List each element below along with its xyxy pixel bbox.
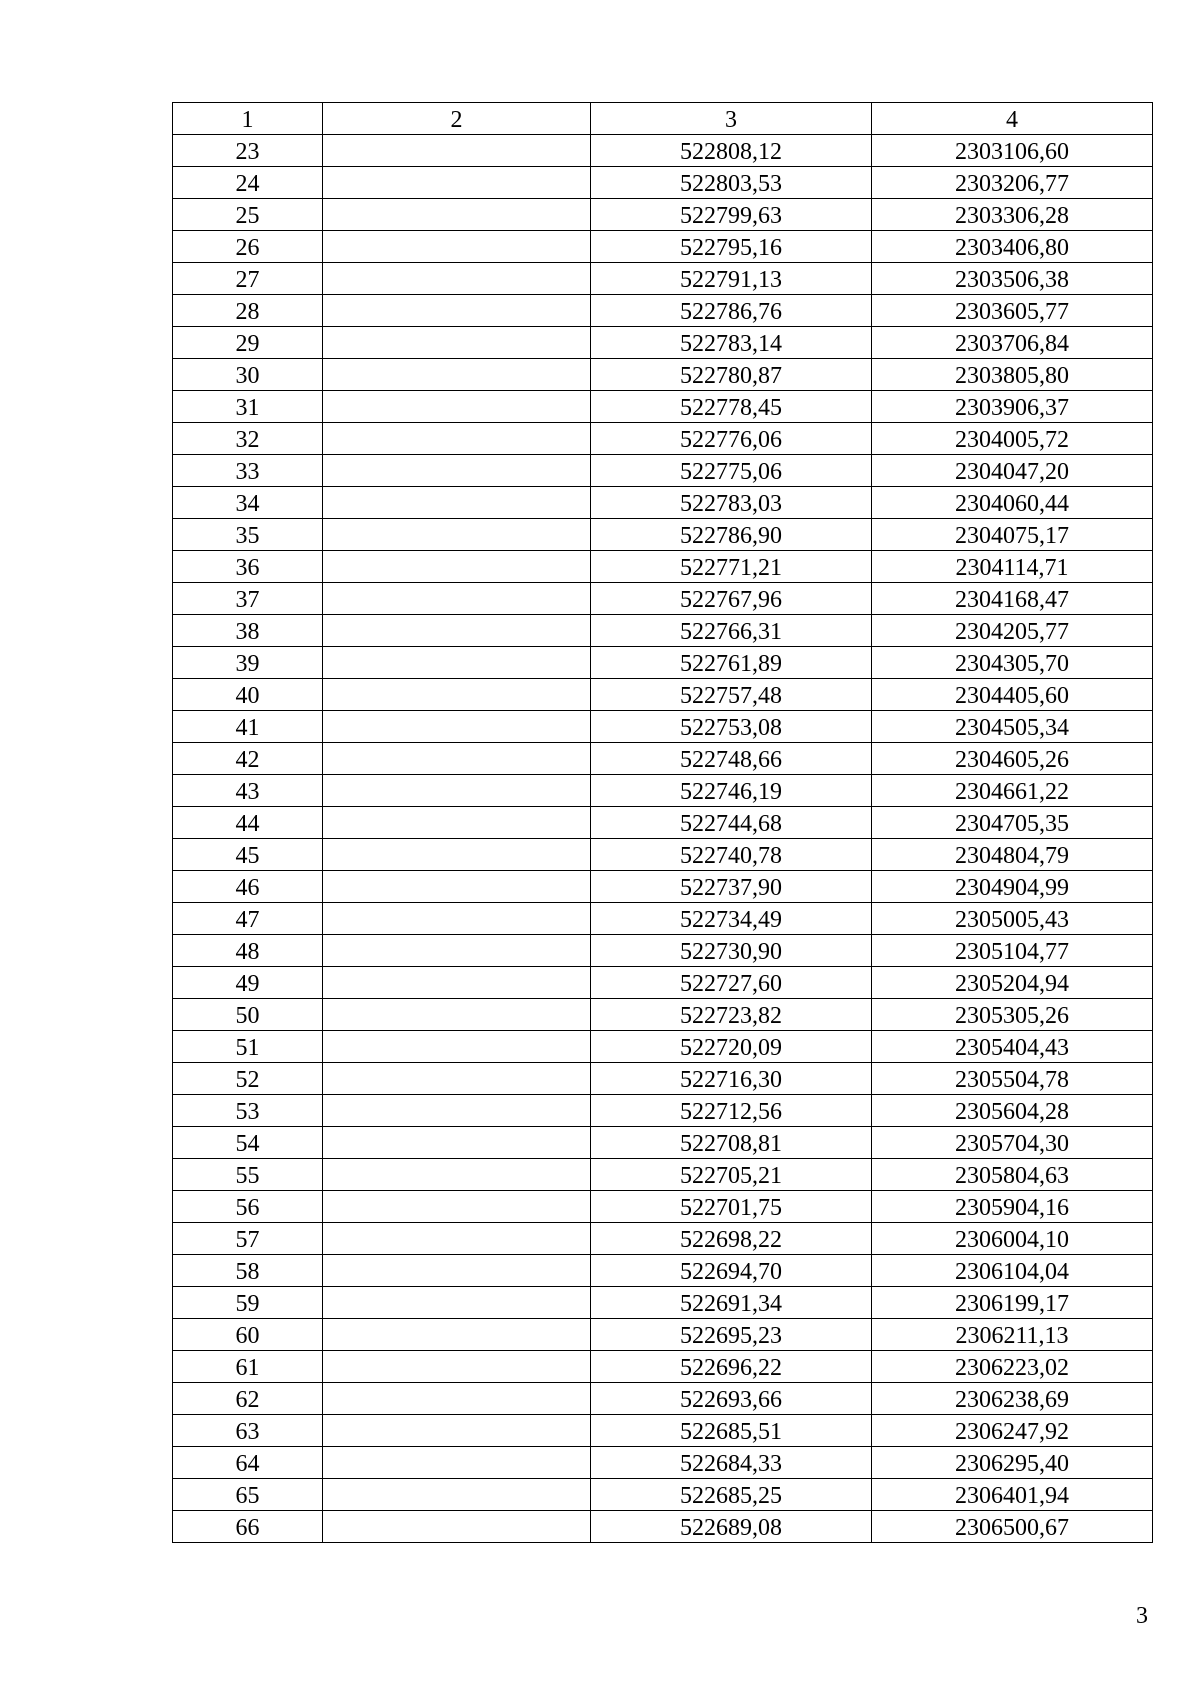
x-coordinate-cell: 522757,48 xyxy=(591,679,872,711)
y-coordinate-cell: 2306104,04 xyxy=(872,1255,1153,1287)
y-coordinate-cell: 2304205,77 xyxy=(872,615,1153,647)
y-coordinate-cell: 2305804,63 xyxy=(872,1159,1153,1191)
y-coordinate-cell: 2304305,70 xyxy=(872,647,1153,679)
table-row xyxy=(173,359,1153,391)
y-coordinate-cell: 2305904,16 xyxy=(872,1191,1153,1223)
x-coordinate-cell: 522723,82 xyxy=(591,999,872,1031)
table-row xyxy=(173,1095,1153,1127)
point-number-cell: 59 xyxy=(173,1287,323,1319)
x-coordinate-cell: 522740,78 xyxy=(591,839,872,871)
table-row xyxy=(173,1031,1153,1063)
point-number-cell: 43 xyxy=(173,775,323,807)
x-coordinate-cell: 522771,21 xyxy=(591,551,872,583)
x-coordinate-cell: 522783,03 xyxy=(591,487,872,519)
table-row xyxy=(173,647,1153,679)
point-number-cell: 34 xyxy=(173,487,323,519)
description-cell xyxy=(323,935,591,967)
point-number-cell: 28 xyxy=(173,295,323,327)
point-number-cell: 44 xyxy=(173,807,323,839)
point-number-cell: 66 xyxy=(173,1511,323,1543)
point-number-cell: 32 xyxy=(173,423,323,455)
table-row xyxy=(173,1063,1153,1095)
description-cell xyxy=(323,871,591,903)
description-cell xyxy=(323,1255,591,1287)
x-coordinate-cell: 522776,06 xyxy=(591,423,872,455)
description-cell xyxy=(323,583,591,615)
y-coordinate-cell: 2303906,37 xyxy=(872,391,1153,423)
point-number-cell: 55 xyxy=(173,1159,323,1191)
x-coordinate-cell: 522685,51 xyxy=(591,1415,872,1447)
table-row xyxy=(173,1319,1153,1351)
x-coordinate-cell: 522698,22 xyxy=(591,1223,872,1255)
table-row xyxy=(173,679,1153,711)
table-row xyxy=(173,519,1153,551)
y-coordinate-cell: 2305104,77 xyxy=(872,935,1153,967)
x-coordinate-cell: 522783,14 xyxy=(591,327,872,359)
description-cell xyxy=(323,487,591,519)
x-coordinate-cell: 522795,16 xyxy=(591,231,872,263)
point-number-cell: 25 xyxy=(173,199,323,231)
point-number-cell: 26 xyxy=(173,231,323,263)
y-coordinate-cell: 2303506,38 xyxy=(872,263,1153,295)
description-cell xyxy=(323,967,591,999)
table-row xyxy=(173,135,1153,167)
point-number-cell: 61 xyxy=(173,1351,323,1383)
y-coordinate-cell: 2306401,94 xyxy=(872,1479,1153,1511)
point-number-cell: 39 xyxy=(173,647,323,679)
y-coordinate-cell: 2303406,80 xyxy=(872,231,1153,263)
x-coordinate-cell: 522753,08 xyxy=(591,711,872,743)
point-number-cell: 38 xyxy=(173,615,323,647)
y-coordinate-cell: 2306238,69 xyxy=(872,1383,1153,1415)
y-coordinate-cell: 2305504,78 xyxy=(872,1063,1153,1095)
description-cell xyxy=(323,295,591,327)
description-cell xyxy=(323,679,591,711)
table-row xyxy=(173,1191,1153,1223)
table-body xyxy=(173,135,1153,1543)
column-header-4: 4 xyxy=(872,103,1153,135)
description-cell xyxy=(323,711,591,743)
x-coordinate-cell: 522734,49 xyxy=(591,903,872,935)
x-coordinate-cell: 522689,08 xyxy=(591,1511,872,1543)
y-coordinate-cell: 2303106,60 xyxy=(872,135,1153,167)
description-cell xyxy=(323,1351,591,1383)
x-coordinate-cell: 522695,23 xyxy=(591,1319,872,1351)
table-row xyxy=(173,583,1153,615)
description-cell xyxy=(323,1223,591,1255)
description-cell xyxy=(323,1479,591,1511)
table-row xyxy=(173,1287,1153,1319)
y-coordinate-cell: 2304005,72 xyxy=(872,423,1153,455)
x-coordinate-cell: 522766,31 xyxy=(591,615,872,647)
point-number-cell: 53 xyxy=(173,1095,323,1127)
description-cell xyxy=(323,551,591,583)
description-cell xyxy=(323,359,591,391)
table-row xyxy=(173,391,1153,423)
y-coordinate-cell: 2304047,20 xyxy=(872,455,1153,487)
table-row xyxy=(173,263,1153,295)
table-row xyxy=(173,775,1153,807)
description-cell xyxy=(323,1415,591,1447)
x-coordinate-cell: 522767,96 xyxy=(591,583,872,615)
x-coordinate-cell: 522685,25 xyxy=(591,1479,872,1511)
table-row xyxy=(173,743,1153,775)
point-number-cell: 45 xyxy=(173,839,323,871)
table-row xyxy=(173,1447,1153,1479)
y-coordinate-cell: 2304114,71 xyxy=(872,551,1153,583)
description-cell xyxy=(323,1063,591,1095)
point-number-cell: 27 xyxy=(173,263,323,295)
point-number-cell: 37 xyxy=(173,583,323,615)
y-coordinate-cell: 2304168,47 xyxy=(872,583,1153,615)
table-row xyxy=(173,423,1153,455)
point-number-cell: 51 xyxy=(173,1031,323,1063)
x-coordinate-cell: 522744,68 xyxy=(591,807,872,839)
point-number-cell: 58 xyxy=(173,1255,323,1287)
table-row xyxy=(173,903,1153,935)
y-coordinate-cell: 2306247,92 xyxy=(872,1415,1153,1447)
point-number-cell: 60 xyxy=(173,1319,323,1351)
description-cell xyxy=(323,647,591,679)
point-number-cell: 65 xyxy=(173,1479,323,1511)
point-number-cell: 62 xyxy=(173,1383,323,1415)
y-coordinate-cell: 2305404,43 xyxy=(872,1031,1153,1063)
table-row xyxy=(173,1159,1153,1191)
x-coordinate-cell: 522786,90 xyxy=(591,519,872,551)
y-coordinate-cell: 2303605,77 xyxy=(872,295,1153,327)
description-cell xyxy=(323,615,591,647)
y-coordinate-cell: 2304661,22 xyxy=(872,775,1153,807)
point-number-cell: 31 xyxy=(173,391,323,423)
description-cell xyxy=(323,167,591,199)
description-cell xyxy=(323,327,591,359)
y-coordinate-cell: 2306223,02 xyxy=(872,1351,1153,1383)
table-row xyxy=(173,487,1153,519)
y-coordinate-cell: 2304605,26 xyxy=(872,743,1153,775)
y-coordinate-cell: 2305604,28 xyxy=(872,1095,1153,1127)
y-coordinate-cell: 2304060,44 xyxy=(872,487,1153,519)
description-cell xyxy=(323,1383,591,1415)
description-cell xyxy=(323,1031,591,1063)
table-row xyxy=(173,807,1153,839)
column-header-3: 3 xyxy=(591,103,872,135)
table-row xyxy=(173,967,1153,999)
table-row xyxy=(173,615,1153,647)
x-coordinate-cell: 522694,70 xyxy=(591,1255,872,1287)
point-number-cell: 49 xyxy=(173,967,323,999)
table-row xyxy=(173,1479,1153,1511)
y-coordinate-cell: 2303206,77 xyxy=(872,167,1153,199)
point-number-cell: 36 xyxy=(173,551,323,583)
point-number-cell: 23 xyxy=(173,135,323,167)
point-number-cell: 46 xyxy=(173,871,323,903)
description-cell xyxy=(323,135,591,167)
table-row xyxy=(173,1223,1153,1255)
y-coordinate-cell: 2306500,67 xyxy=(872,1511,1153,1543)
x-coordinate-cell: 522730,90 xyxy=(591,935,872,967)
table-row xyxy=(173,199,1153,231)
column-header-1: 1 xyxy=(173,103,323,135)
description-cell xyxy=(323,423,591,455)
y-coordinate-cell: 2306004,10 xyxy=(872,1223,1153,1255)
description-cell xyxy=(323,1191,591,1223)
description-cell xyxy=(323,775,591,807)
description-cell xyxy=(323,807,591,839)
table-row xyxy=(173,1511,1153,1543)
table-header xyxy=(173,103,1153,135)
page-number: 3 xyxy=(1136,1603,1148,1629)
table-row xyxy=(173,711,1153,743)
description-cell xyxy=(323,1159,591,1191)
point-number-cell: 54 xyxy=(173,1127,323,1159)
x-coordinate-cell: 522720,09 xyxy=(591,1031,872,1063)
description-cell xyxy=(323,231,591,263)
table-row xyxy=(173,1255,1153,1287)
x-coordinate-cell: 522684,33 xyxy=(591,1447,872,1479)
point-number-cell: 33 xyxy=(173,455,323,487)
point-number-cell: 63 xyxy=(173,1415,323,1447)
x-coordinate-cell: 522712,56 xyxy=(591,1095,872,1127)
y-coordinate-cell: 2305305,26 xyxy=(872,999,1153,1031)
x-coordinate-cell: 522761,89 xyxy=(591,647,872,679)
table-row xyxy=(173,1415,1153,1447)
point-number-cell: 64 xyxy=(173,1447,323,1479)
x-coordinate-cell: 522727,60 xyxy=(591,967,872,999)
y-coordinate-cell: 2305704,30 xyxy=(872,1127,1153,1159)
x-coordinate-cell: 522708,81 xyxy=(591,1127,872,1159)
x-coordinate-cell: 522775,06 xyxy=(591,455,872,487)
description-cell xyxy=(323,1095,591,1127)
table-row xyxy=(173,551,1153,583)
table-row xyxy=(173,231,1153,263)
x-coordinate-cell: 522778,45 xyxy=(591,391,872,423)
y-coordinate-cell: 2304075,17 xyxy=(872,519,1153,551)
description-cell xyxy=(323,199,591,231)
point-number-cell: 56 xyxy=(173,1191,323,1223)
description-cell xyxy=(323,743,591,775)
description-cell xyxy=(323,903,591,935)
y-coordinate-cell: 2304904,99 xyxy=(872,871,1153,903)
x-coordinate-cell: 522746,19 xyxy=(591,775,872,807)
x-coordinate-cell: 522780,87 xyxy=(591,359,872,391)
point-number-cell: 29 xyxy=(173,327,323,359)
table-row xyxy=(173,1383,1153,1415)
point-number-cell: 47 xyxy=(173,903,323,935)
table-row xyxy=(173,327,1153,359)
table-row xyxy=(173,1351,1153,1383)
y-coordinate-cell: 2304705,35 xyxy=(872,807,1153,839)
table-row xyxy=(173,999,1153,1031)
x-coordinate-cell: 522705,21 xyxy=(591,1159,872,1191)
point-number-cell: 24 xyxy=(173,167,323,199)
description-cell xyxy=(323,391,591,423)
y-coordinate-cell: 2303805,80 xyxy=(872,359,1153,391)
point-number-cell: 48 xyxy=(173,935,323,967)
x-coordinate-cell: 522691,34 xyxy=(591,1287,872,1319)
table-row xyxy=(173,839,1153,871)
y-coordinate-cell: 2304804,79 xyxy=(872,839,1153,871)
x-coordinate-cell: 522748,66 xyxy=(591,743,872,775)
description-cell xyxy=(323,1127,591,1159)
point-number-cell: 42 xyxy=(173,743,323,775)
x-coordinate-cell: 522716,30 xyxy=(591,1063,872,1095)
point-number-cell: 40 xyxy=(173,679,323,711)
x-coordinate-cell: 522808,12 xyxy=(591,135,872,167)
point-number-cell: 57 xyxy=(173,1223,323,1255)
point-number-cell: 30 xyxy=(173,359,323,391)
x-coordinate-cell: 522786,76 xyxy=(591,295,872,327)
table-row xyxy=(173,295,1153,327)
description-cell xyxy=(323,455,591,487)
point-number-cell: 41 xyxy=(173,711,323,743)
description-cell xyxy=(323,519,591,551)
column-header-2: 2 xyxy=(323,103,591,135)
header-row xyxy=(173,103,1153,135)
y-coordinate-cell: 2303706,84 xyxy=(872,327,1153,359)
table-row xyxy=(173,167,1153,199)
y-coordinate-cell: 2305204,94 xyxy=(872,967,1153,999)
table-row xyxy=(173,1127,1153,1159)
y-coordinate-cell: 2303306,28 xyxy=(872,199,1153,231)
description-cell xyxy=(323,1287,591,1319)
table-row xyxy=(173,935,1153,967)
x-coordinate-cell: 522803,53 xyxy=(591,167,872,199)
y-coordinate-cell: 2305005,43 xyxy=(872,903,1153,935)
y-coordinate-cell: 2306295,40 xyxy=(872,1447,1153,1479)
description-cell xyxy=(323,1447,591,1479)
x-coordinate-cell: 522696,22 xyxy=(591,1351,872,1383)
x-coordinate-cell: 522737,90 xyxy=(591,871,872,903)
y-coordinate-cell: 2306211,13 xyxy=(872,1319,1153,1351)
x-coordinate-cell: 522701,75 xyxy=(591,1191,872,1223)
x-coordinate-cell: 522799,63 xyxy=(591,199,872,231)
coordinates-table xyxy=(172,102,1153,1543)
table-row xyxy=(173,455,1153,487)
description-cell xyxy=(323,263,591,295)
x-coordinate-cell: 522791,13 xyxy=(591,263,872,295)
y-coordinate-cell: 2304505,34 xyxy=(872,711,1153,743)
x-coordinate-cell: 522693,66 xyxy=(591,1383,872,1415)
point-number-cell: 35 xyxy=(173,519,323,551)
table-row xyxy=(173,871,1153,903)
description-cell xyxy=(323,999,591,1031)
description-cell xyxy=(323,839,591,871)
point-number-cell: 50 xyxy=(173,999,323,1031)
y-coordinate-cell: 2304405,60 xyxy=(872,679,1153,711)
point-number-cell: 52 xyxy=(173,1063,323,1095)
description-cell xyxy=(323,1319,591,1351)
description-cell xyxy=(323,1511,591,1543)
y-coordinate-cell: 2306199,17 xyxy=(872,1287,1153,1319)
